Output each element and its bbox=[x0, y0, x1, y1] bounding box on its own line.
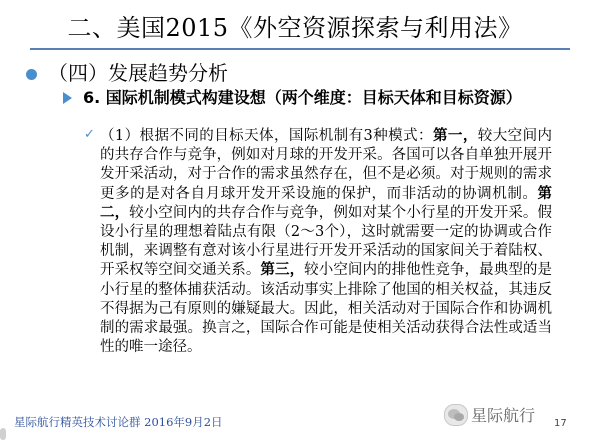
round-bullet-icon bbox=[26, 69, 37, 80]
mode-three-label: 第三， bbox=[260, 262, 305, 279]
mode-one-text: 较大空间内的共存合作与竞争，例如对月球的开发开采。各国可以各自单独开展开发开采活动，对于合作的需求虽然存在，但不是必须。对于规则的需求更多的是对各自月球开发开采设施的保护，而非活动的协调机制。 bbox=[100, 128, 553, 202]
corner-mark bbox=[0, 428, 6, 440]
page-number: 17 bbox=[554, 418, 567, 429]
brand-name: 星际航行 bbox=[471, 406, 536, 425]
paragraph-intro: （1）根据不同的目标天体，国际机制有3种模式： bbox=[100, 128, 433, 144]
triangle-bullet-icon bbox=[63, 92, 72, 104]
wechat-icon bbox=[444, 404, 468, 426]
level2-heading: 6. 国际机制模式构建设想（两个维度：目标天体和目标资源） bbox=[83, 88, 522, 107]
checkmark-bullet-icon: ✓ bbox=[84, 127, 95, 142]
slide-title: 二、美国2015《外空资源探索与利用法》 bbox=[67, 14, 523, 42]
mode-two-text: 较小空间内的共存合作与竞争，例如对某个小行星的开发开采。假设小行星的理想着陆点有限（2～3个），这时就需要一定的协调或合作机制，来调整有意对该小行星进行开发开采活动的国家间关于着陆权、开采权等空间交通关系。 bbox=[100, 204, 553, 279]
mode-one-label: 第一， bbox=[432, 128, 478, 144]
mode-two-label: 第二， bbox=[100, 185, 552, 221]
title-divider bbox=[30, 48, 570, 50]
level1-heading: （四）发展趋势分析 bbox=[48, 61, 228, 85]
mode-three-text: 较小空间内的排他性竞争，最典型的是小行星的整体捕获活动。该活动事实上排除了他国的相关权益，其违反不得据为己有原则的嫌疑最大。因此，相关活动对于国际合作和协调机制的需求最强。换言之，国际合作可能是使相关活动获得合法性或适当性的唯一途径。 bbox=[100, 262, 553, 356]
footer-caption: 星际航行精英技术讨论群 2016年9月2日 bbox=[14, 415, 223, 429]
body-paragraph bbox=[100, 127, 552, 357]
